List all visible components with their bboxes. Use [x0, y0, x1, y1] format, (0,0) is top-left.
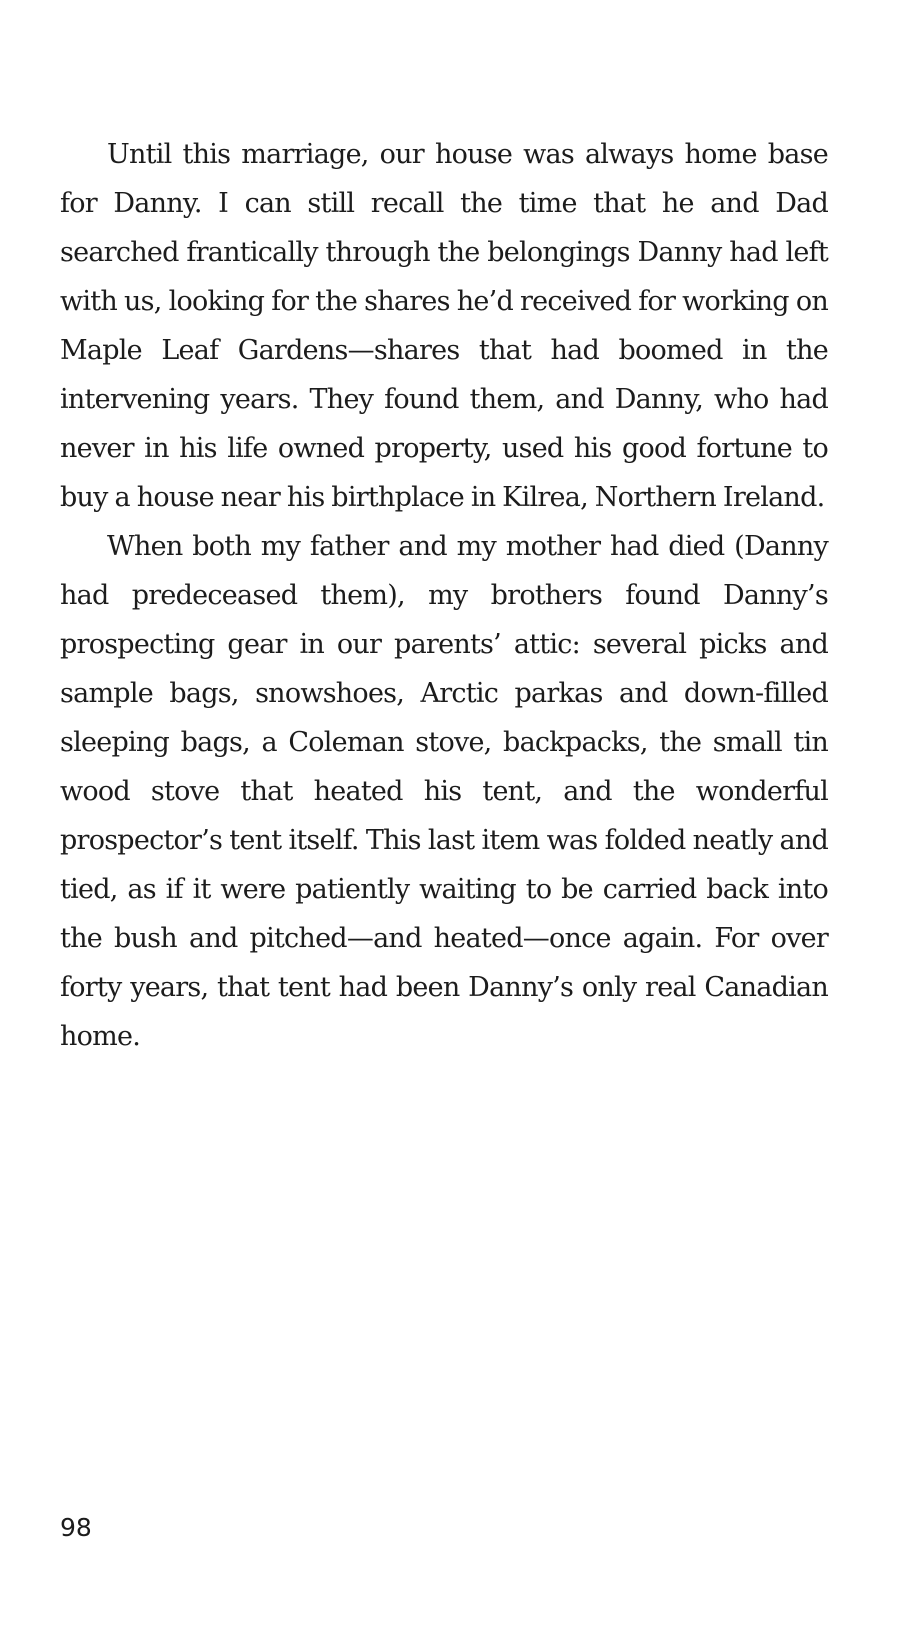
- paragraph: When both my father and my mother had died (Danny had predeceased them), my brothers found Danny’s prospecting gear in our parents’ attic: several picks and sample bags, snowshoes, Arctic parkas and down-filled sleeping bags, a Coleman stove, backpacks, the small tin wood stove that heated his tent, and the wonderful prospector’s tent itself. This last item was folded neatly and tied, as if it were patiently waiting to be carried back into the bush and pitched—and heated—once again. For over forty years, that tent had been Danny’s only real Canadian home.: [60, 531, 828, 1052]
- body-text: [60, 130, 828, 1061]
- paragraph: Until this marriage, our house was always home base for Danny. I can still recall the time that he and Dad searched frantically through the belongings Danny had left with us, looking for the shares he’d received for working on Maple Leaf Gardens—shares that had boomed in the intervening years. They found them, and Danny, who had never in his life owned property, used his good fortune to buy a house near his birthplace in Kilrea, Northern Ireland.: [60, 139, 828, 513]
- page-number: 98: [60, 1513, 92, 1542]
